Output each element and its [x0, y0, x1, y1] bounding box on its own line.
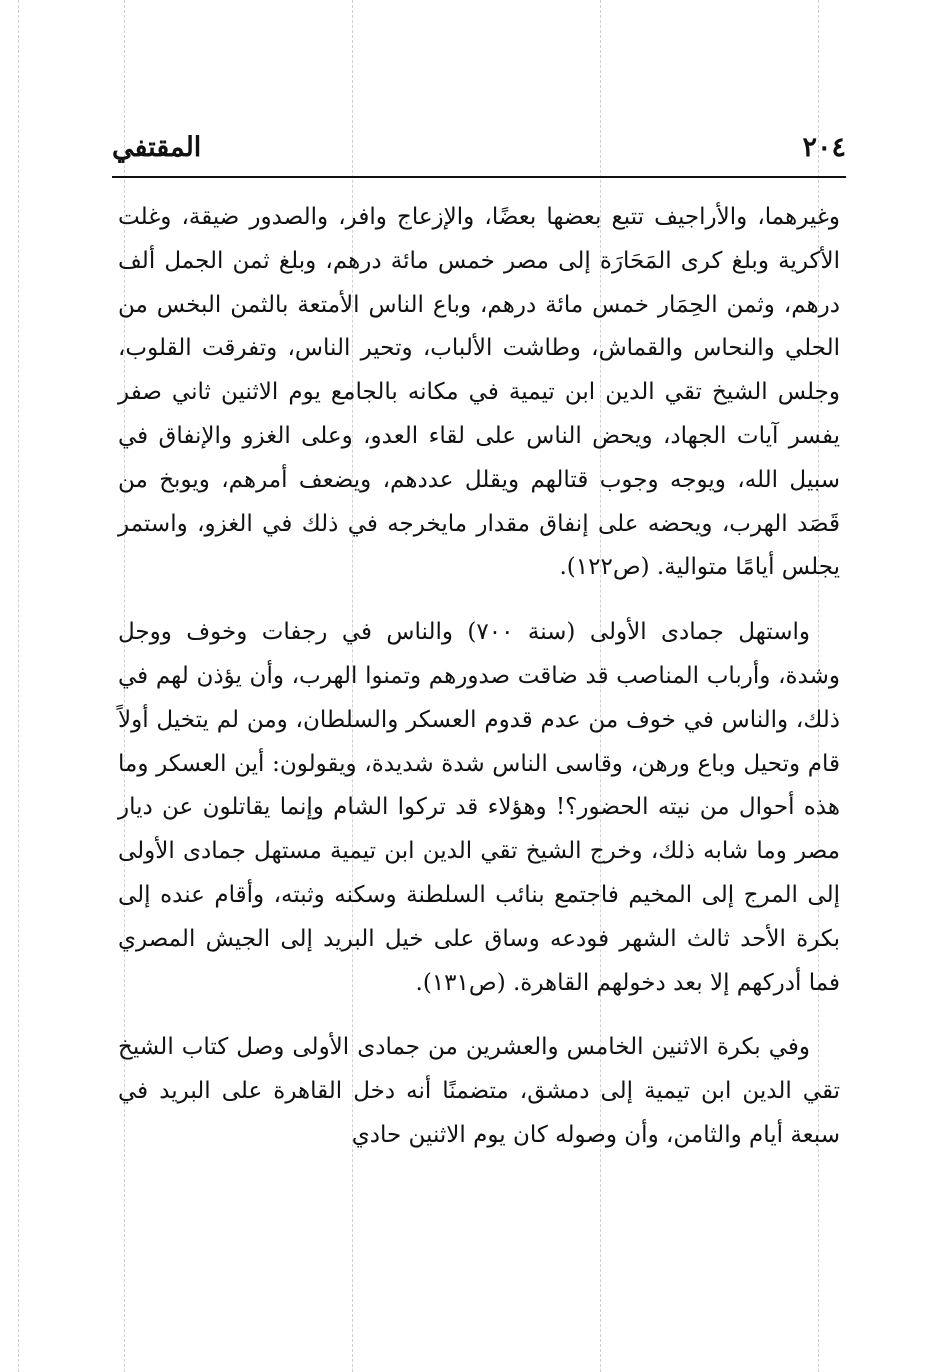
margin-guide-line [18, 0, 19, 1372]
page-number: ٢٠٤ [802, 132, 846, 163]
body-text [118, 196, 840, 1158]
running-title: المقتفي [112, 132, 202, 163]
paragraph: وغيرهما، والأراجيف تتبع بعضها بعضًا، والإزعاج وافر، والصدور ضيقة، وغلت الأكرية وبلغ كرى المَحَارَة إلى مصر خمس مائة درهم، وبلغ ثمن الجمل ألف درهم، وثمن الحِمَار خمس مائة درهم، وباع الناس الأمتعة بالثمن البخس من الحلي والنحاس والقماش، وطاشت الألباب، وتحير الناس، وتفرقت القلوب، وجلس الشيخ تقي الدين ابن تيمية في مكانه بالجامع يوم الاثنين ثاني صفر يفسر آيات الجهاد، ويحض الناس على لقاء العدو، وعلى الغزو والإنفاق في سبيل الله، ويوجه وجوب قتالهم ويقلل عددهم، ويضعف أمرهم، ويوبخ من قَصَد الهرب، ويحضه على إنفاق مقدار مايخرجه في ذلك في الغزو، واستمر يجلس أيامًا متوالية. (ص١٢٢). [118, 204, 840, 581]
paragraph: واستهل جمادى الأولى (سنة ٧٠٠) والناس في رجفات وخوف ووجل وشدة، وأرباب المناصب قد ضاقت صدورهم وتمنوا الهرب، وأن يؤذن لهم في ذلك، والناس في خوف من عدم قدوم العسكر والسلطان، ومن لم يتخيل أولاً قام وتحيل وباع ورهن، وقاسى الناس شدة شديدة، ويقولون: أين العسكر وما هذه أحوال من نيته الحضور؟! وهؤلاء قد تركوا الشام وإنما يقاتلون عن ديار مصر وما شابه ذلك، وخرج الشيخ تقي الدين ابن تيمية مستهل جمادى الأولى إلى المرج إلى المخيم فاجتمع بنائب السلطنة وسكنه وثبته، وأقام عنده إلى بكرة الأحد ثالث الشهر فودعه وساق على خيل البريد إلى الجيش المصري فما أدركهم إلا بعد دخولهم القاهرة. (ص١٣١). [118, 619, 840, 996]
page-header [112, 130, 846, 172]
header-divider [112, 176, 846, 178]
paragraph: وفي بكرة الاثنين الخامس والعشرين من جمادى الأولى وصل كتاب الشيخ تقي الدين ابن تيمية إلى دمشق، متضمنًا أنه دخل القاهرة على البريد في سبعة أيام والثامن، وأن وصوله كان يوم الاثنين حادي [118, 1034, 840, 1148]
